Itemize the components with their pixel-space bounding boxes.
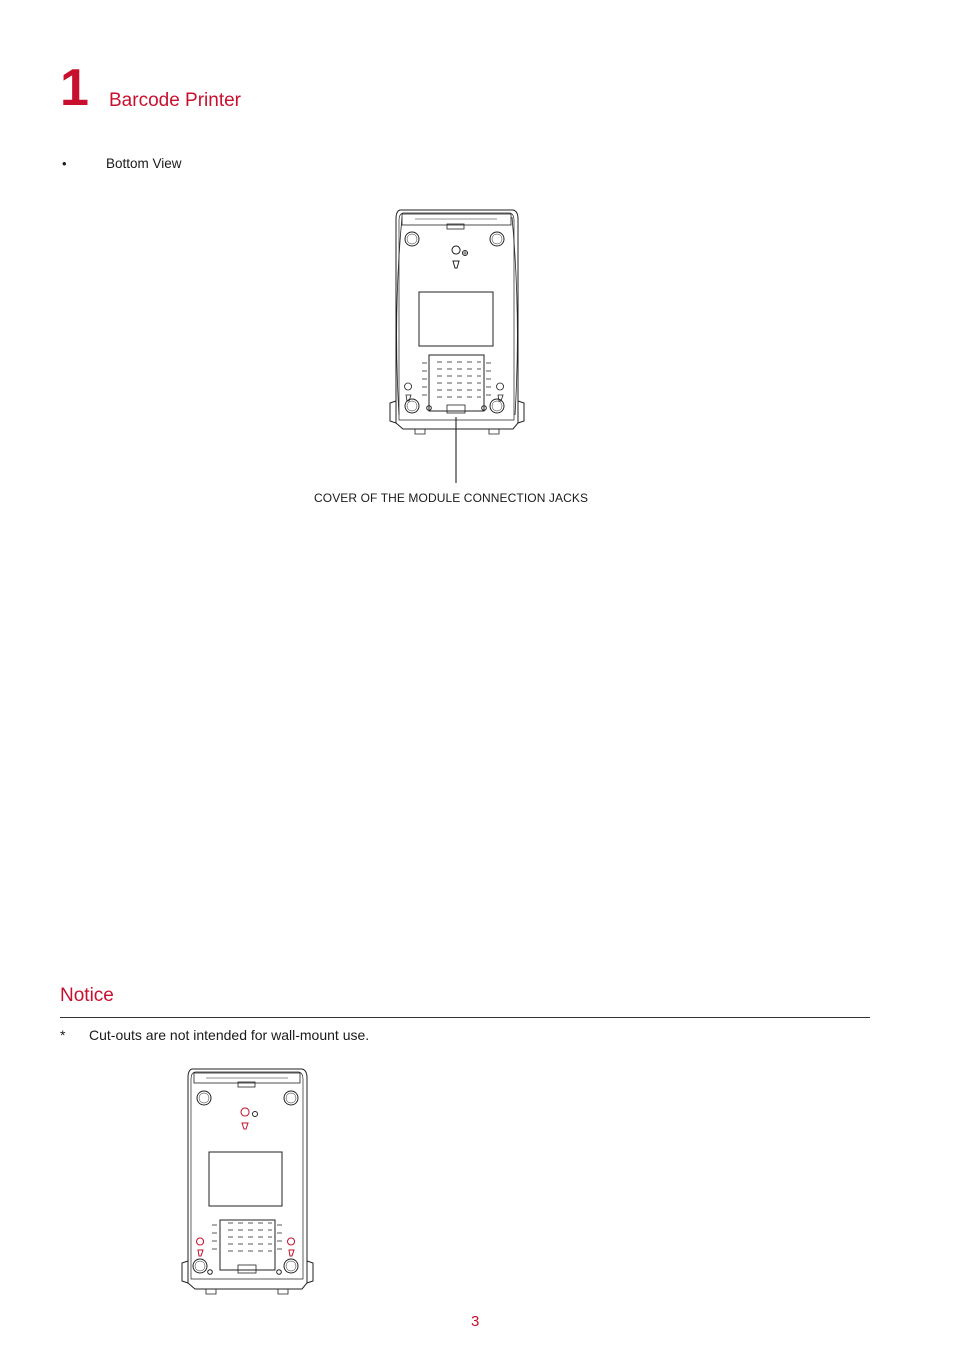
foot-top-right (284, 1091, 298, 1105)
right-side-curve (512, 217, 517, 415)
foot-bottom-right (284, 1259, 298, 1273)
chapter-title: Barcode Printer (109, 90, 242, 111)
notice-title: Notice (60, 985, 114, 1006)
bullet-label: Bottom View (106, 156, 182, 171)
screw-left (208, 1270, 213, 1275)
bullet-dot: • (62, 156, 67, 171)
vent-slots (422, 362, 491, 397)
side-bracket-right (518, 401, 524, 423)
foot-top-left (197, 1091, 211, 1105)
printer-outline (396, 210, 518, 429)
top-strip (402, 214, 511, 225)
cutout-right-highlight (288, 1238, 295, 1256)
foot-top-right (490, 232, 504, 246)
printer-outline (188, 1069, 307, 1289)
notice-marker: * (60, 1027, 66, 1043)
module-jack-cover (220, 1220, 275, 1270)
bottom-tab (238, 1265, 256, 1273)
keyhole-right (497, 383, 504, 401)
cutout-top-highlight (241, 1108, 249, 1129)
chapter-number: 1 (60, 59, 89, 117)
side-bracket-right (307, 1261, 313, 1283)
screw-top (253, 1112, 258, 1117)
foot-bottom-left (193, 1259, 207, 1273)
vent-slots (212, 1223, 282, 1251)
side-bracket-left (182, 1261, 188, 1283)
foot-bottom-right (490, 399, 504, 413)
callout-label: COVER OF THE MODULE CONNECTION JACKS (314, 491, 589, 505)
printer-cutouts-diagram (178, 1065, 318, 1300)
side-bracket-left (390, 401, 396, 423)
cutout-left-highlight (197, 1238, 204, 1256)
keyhole-top (452, 246, 460, 268)
feet-strip (415, 429, 499, 434)
screw-right (277, 1270, 282, 1275)
notice-text: Cut-outs are not intended for wall-mount use. (89, 1027, 370, 1043)
feet-strip (206, 1289, 288, 1294)
page-number: 3 (471, 1313, 480, 1330)
printer-bottom-view-diagram (385, 205, 530, 485)
bottom-tab (447, 405, 465, 413)
notice-divider (60, 1017, 870, 1018)
label-area (209, 1152, 282, 1206)
foot-top-left (405, 232, 419, 246)
keyhole-left (405, 383, 412, 401)
label-area (419, 292, 493, 346)
